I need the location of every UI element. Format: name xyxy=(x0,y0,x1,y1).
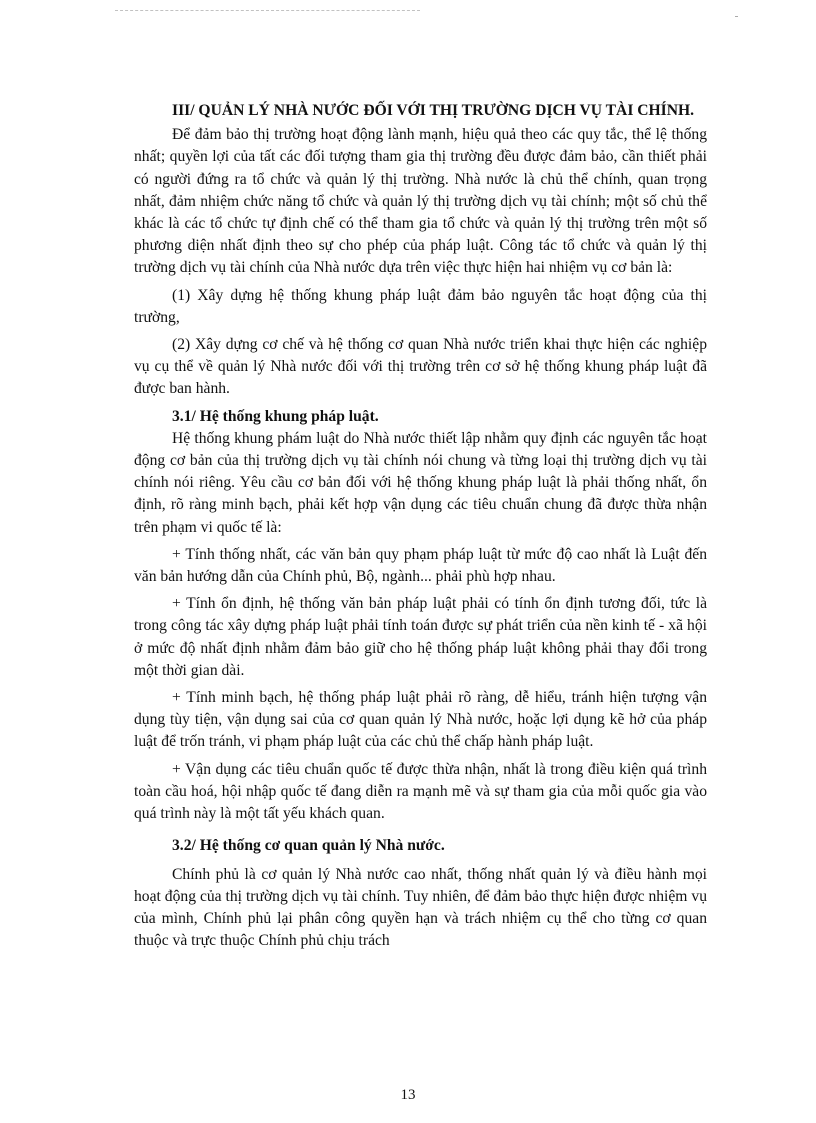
requirement-4: + Vận dụng các tiêu chuẩn quốc tế được thừa nhận, nhất là trong điều kiện quá trình toàn cầu hoá, hội nhập quốc tế đang diễn ra mạnh mẽ và sự tham gia của mỗi quốc gia vào quá trình này là một tất yếu khách quan. xyxy=(134,760,707,823)
subsection-2-heading: 3.2/ Hệ thống cơ quan quản lý Nhà nước. xyxy=(172,837,445,855)
header-scan-line xyxy=(115,10,420,11)
subsection-1-heading: 3.1/ Hệ thống khung pháp luật. xyxy=(172,407,379,425)
page-body xyxy=(134,100,707,957)
task-1-paragraph: (1) Xây dựng hệ thống khung pháp luật đảm bảo nguyên tắc hoạt động của thị trường, xyxy=(134,286,707,326)
scan-mark xyxy=(735,16,738,17)
section-heading: III/ QUẢN LÝ NHÀ NƯỚC ĐỐI VỚI THỊ TRƯỜNG DỊCH VỤ TÀI CHÍNH. xyxy=(172,102,695,119)
subsection-2-intro: Chính phủ là cơ quản lý Nhà nước cao nhất, thống nhất quản lý và điều hành mọi hoạt động của thị trường dịch vụ tài chính. Tuy nhiên, để đảm bảo thực hiện được nhiệm vụ của mình, Chính phủ lại phân công quyền hạn và trách nhiệm cụ thể cho từng cơ quan thuộc và trực thuộc Chính phủ chịu trách xyxy=(134,865,707,950)
requirement-2: + Tính ổn định, hệ thống văn bản pháp luật phải có tính ổn định tương đối, tức là trong công tác xây dựng pháp luật phải tính toán được sự phát triển của nền kinh tế - xã hội ở mức độ nhất định nhằm đảm bảo giữ cho hệ thống pháp luật không phải thay đổi trong một thời gian dài. xyxy=(134,595,707,679)
requirement-3: + Tính minh bạch, hệ thống pháp luật phải rõ ràng, dễ hiểu, tránh hiện tượng vận dụng tùy tiện, vận dụng sai của cơ quan quản lý Nhà nước, hoặc lợi dụng kẽ hở của pháp luật để trốn tránh, vi phạm pháp luật của các chủ thể chấp hành pháp luật. xyxy=(134,689,707,751)
page-number: 13 xyxy=(400,1087,416,1103)
subsection-1-intro: Hệ thống khung phám luật do Nhà nước thiết lập nhằm quy định các nguyên tắc hoạt động cơ bản của thị trường dịch vụ tài chính nói chung và từng loại thị trường dịch vụ tài chính nói riêng. Yêu cầu cơ bản đối với hệ thống khung pháp luật là phải thống nhất, ổn định, rõ ràng minh bạch, phải kết hợp vận dụng các tiêu chuẩn chung đã được thừa nhận trên phạm vi quốc tế là: xyxy=(134,429,707,536)
requirement-1: + Tính thống nhất, các văn bản quy phạm pháp luật từ mức độ cao nhất là Luật đến văn bản hướng dẫn của Chính phủ, Bộ, ngành... phải phù hợp nhau. xyxy=(134,545,707,586)
intro-paragraph: Để đảm bảo thị trường hoạt động lành mạnh, hiệu quả theo các quy tắc, thể lệ thống nhất; quyền lợi của tất các đối tượng tham gia thị trường đều được đảm bảo, cần thiết phải có người đứng ra tổ chức và quản lý thị trường. Nhà nước là chủ thể chính, quan trọng nhất, đảm nhiệm chức năng tổ chức và quản lý thị trường dịch vụ tài chính; một số chủ thể khác là các tổ chức tự định chế có thể tham gia tổ chức và quản lý thị trường trên một số phương diện nhất định theo sự cho phép của pháp luật. Công tác tổ chức và quản lý thị trường dịch vụ tài chính của Nhà nước dựa trên việc thực hiện hai nhiệm vụ cơ bản là: xyxy=(134,126,707,277)
task-2-paragraph: (2) Xây dựng cơ chế và hệ thống cơ quan Nhà nước triển khai thực hiện các nghiệp vụ cụ thể về quản lý Nhà nước đối với thị trường trên cơ sở hệ thống khung pháp luật đã được ban hành. xyxy=(134,336,707,398)
